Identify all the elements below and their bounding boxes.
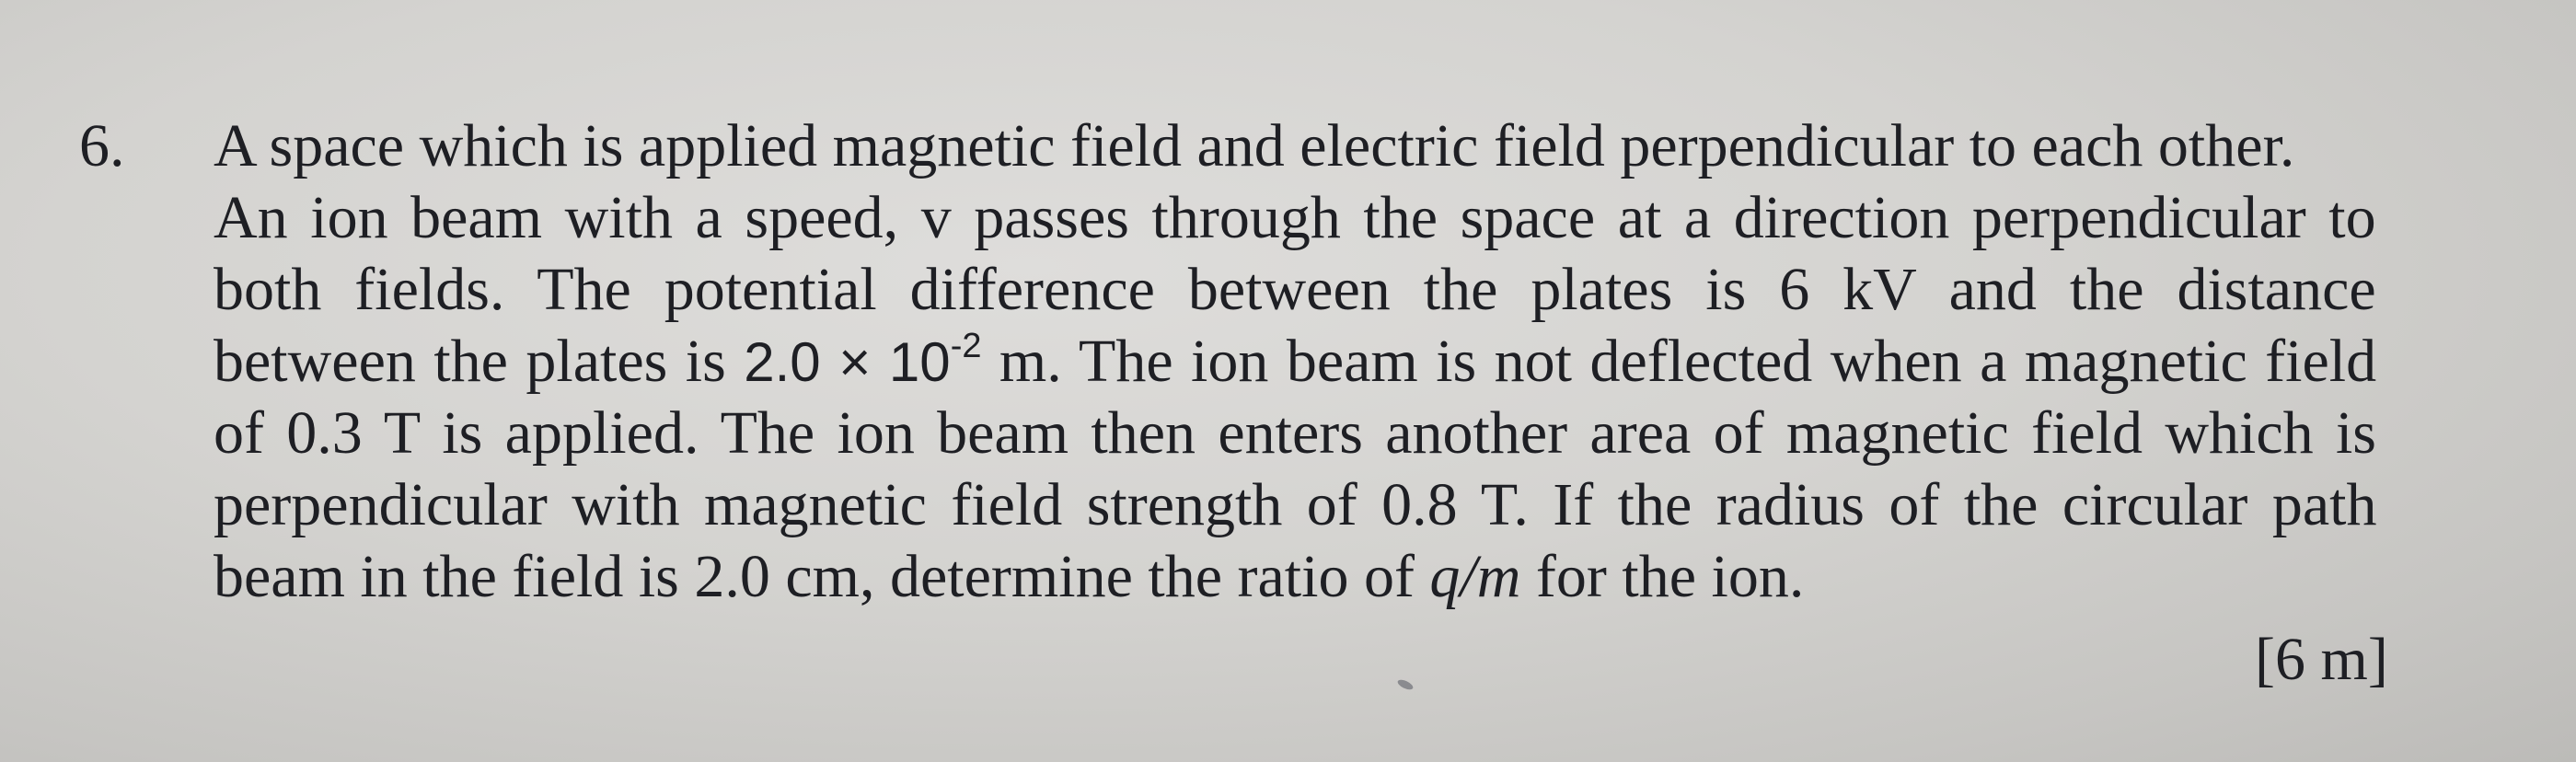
distance-value [744,327,982,393]
question-line-7 [214,539,1804,615]
distance-value-exponent: -2 [950,327,982,365]
question-text-line-4-prefix: between the plates is [214,328,726,395]
marks-allocation: [6 m] [2255,626,2388,693]
question-line-5 [214,396,2376,471]
question-line-6 [214,468,2376,543]
question-text-line-7-prefix: beam in the field is 2.0 cm, determine the ratio of [214,543,1430,610]
question-line-4 [214,324,2376,400]
question-text-line-3: both fields. The potential difference between the plates is 6 kV and the distance [214,256,2376,323]
distance-value-base: 2.0 × 10 [744,331,951,393]
question-text-line-1: A space which is applied magnetic field and electric field perpendicular to each other. [214,112,2295,179]
question-text-line-5: of 0.3 T is applied. The ion beam then enters another area of magnetic field which is [214,399,2376,467]
question-text-line-4-suffix: m. The ion beam is not deflected when a magnetic field [981,328,2377,395]
question-line-2 [214,180,2376,256]
charge-mass-ratio: q/m [1429,543,1521,610]
question-line-1 [214,109,2294,184]
question-line-3 [214,252,2376,328]
question-number: 6. [79,112,125,179]
question-text-line-6: perpendicular with magnetic field strength of 0.8 T. If the radius of the circular path [214,471,2377,538]
ink-smudge [1396,678,1415,692]
question-text-line-7-suffix: for the ion. [1520,543,1805,610]
question-text-line-2: An ion beam with a speed, v passes through the space at a direction perpendicular to [214,184,2376,251]
